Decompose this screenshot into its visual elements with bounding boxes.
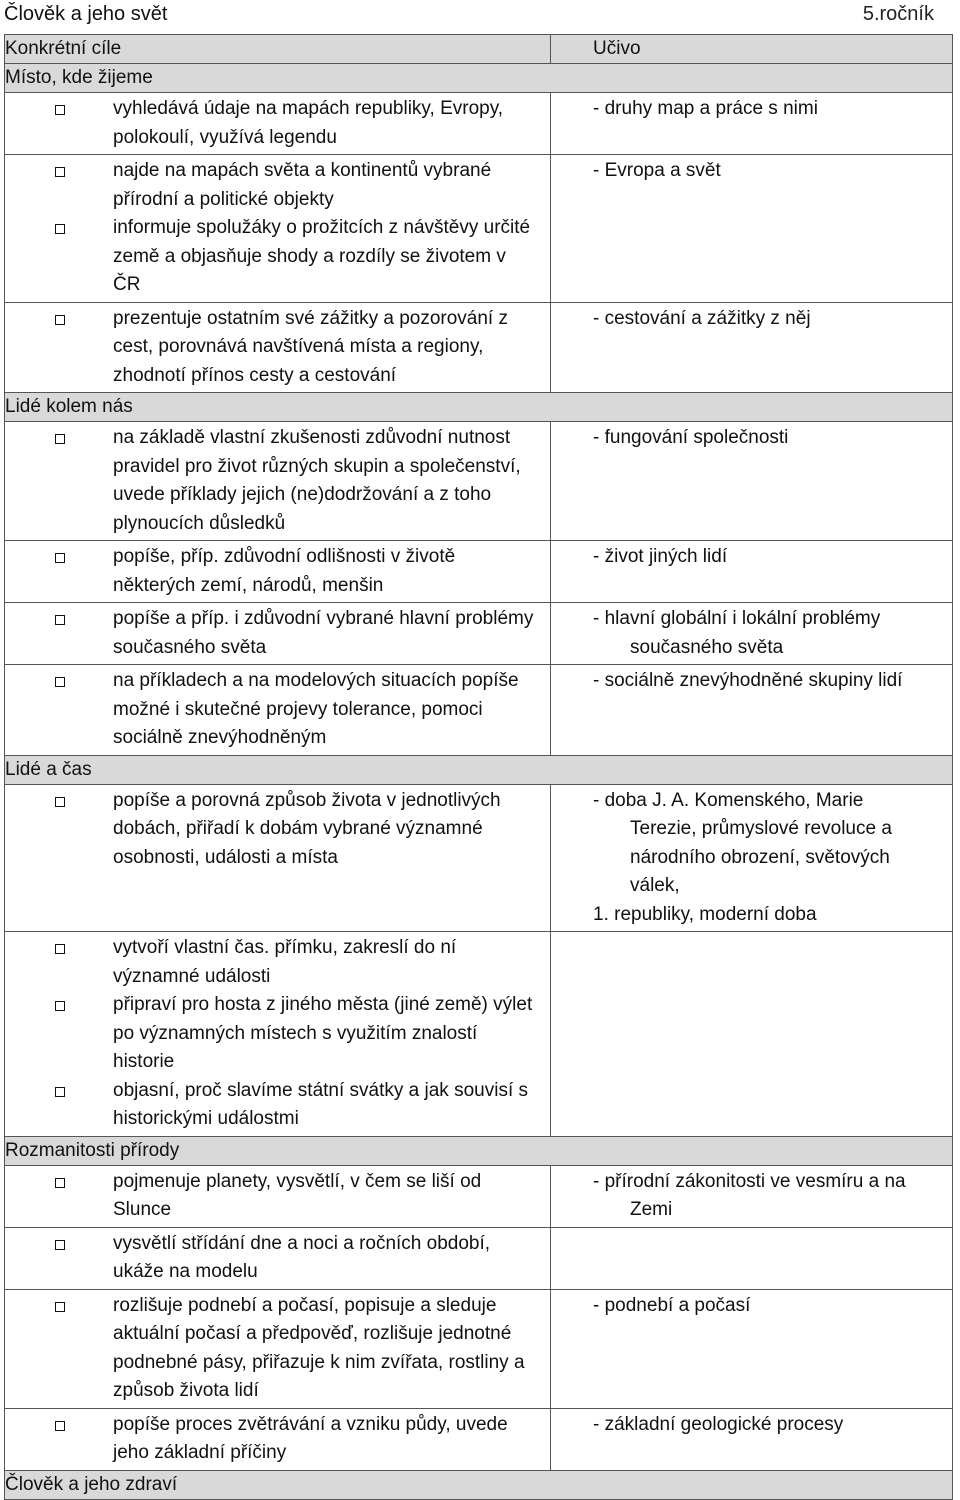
content-line: Terezie, průmyslové revoluce a — [630, 818, 892, 839]
content-line: - Evropa a svět — [593, 160, 721, 181]
goal-text: vytvoří vlastní čas. přímku, zakreslí do ní významné události — [113, 937, 457, 987]
goal-text: informuje spolužáky o prožitcích z návštěvy určité země a objasňuje shody a rozdíly se životem v ČR — [113, 217, 531, 295]
goals-cell — [5, 422, 551, 541]
checkbox-bullet-icon — [15, 787, 85, 873]
goal-item — [15, 787, 536, 873]
goal-text: rozlišuje podnebí a počasí, popisuje a sleduje aktuální počasí a předpověď, rozlišuje jednotné podnebné pásy, přiřazuje k nim zvířata, rostliny a způsob života lidí — [113, 1294, 525, 1401]
goal-item — [15, 934, 536, 991]
section-row — [5, 64, 953, 93]
goal-text: připraví pro hosta z jiného města (jiné země) výlet po významných místech s využitím znalostí historie — [113, 994, 533, 1072]
table-row — [5, 155, 953, 303]
content-cell — [551, 1408, 953, 1470]
goal-item — [15, 605, 536, 662]
checkbox-bullet-icon — [15, 1077, 85, 1134]
section-title: Lidé kolem nás — [5, 393, 953, 422]
table-row — [5, 422, 953, 541]
content-line: - doba J. A. Komenského, Marie — [593, 789, 864, 811]
goal-item — [15, 95, 536, 152]
goal-item — [15, 991, 536, 1077]
content-line: - sociálně znevýhodněné skupiny lidí — [593, 670, 903, 691]
checkbox-bullet-icon — [15, 95, 85, 152]
checkbox-bullet-icon — [15, 934, 85, 991]
content-cell — [551, 302, 953, 393]
content-line: - základní geologické procesy — [593, 1413, 844, 1435]
content-line: - podnebí a počasí — [593, 1294, 751, 1316]
table-row — [5, 541, 953, 603]
goals-cell — [5, 932, 551, 1137]
goals-cell — [5, 93, 551, 155]
goal-item — [15, 157, 536, 214]
section-row — [5, 1136, 953, 1165]
goals-cell — [5, 155, 551, 303]
table-row — [5, 1289, 953, 1408]
goal-text: pojmenuje planety, vysvětlí, v čem se liší od Slunce — [113, 1170, 482, 1220]
content-cell — [551, 1165, 953, 1227]
checkbox-bullet-icon — [15, 1292, 85, 1406]
section-row — [5, 1470, 953, 1499]
page-header — [0, 0, 960, 30]
column-header-content: Učivo — [551, 35, 953, 64]
section-row — [5, 393, 953, 422]
section-title: Člověk a jeho zdraví — [5, 1470, 953, 1499]
goals-cell — [5, 784, 551, 932]
checkbox-bullet-icon — [15, 305, 85, 391]
content-cell — [551, 155, 953, 303]
goal-item — [15, 1168, 536, 1225]
content-line: Zemi — [630, 1199, 673, 1220]
checkbox-bullet-icon — [15, 543, 85, 600]
checkbox-bullet-icon — [15, 424, 85, 538]
content-line: - hlavní globální i lokální problémy — [593, 608, 881, 629]
section-row — [5, 755, 953, 784]
goal-text: na základě vlastní zkušenosti zdůvodní nutnost pravidel pro život různých skupin a společenství, uvede příklady jejich (ne)dodržování a z toho plynoucích důsledků — [113, 427, 521, 534]
content-cell — [551, 932, 953, 1137]
goals-cell — [5, 665, 551, 756]
section-title: Rozmanitosti přírody — [5, 1136, 953, 1165]
content-cell — [551, 784, 953, 932]
content-line: současného světa — [630, 636, 784, 658]
content-line: - přírodní zákonitosti ve vesmíru a na — [593, 1170, 906, 1192]
goal-item — [15, 667, 536, 753]
grade-label: 5.ročník — [862, 3, 934, 25]
goal-item — [15, 1292, 536, 1406]
subject-title: Člověk a jeho svět — [4, 3, 168, 25]
content-cell — [551, 541, 953, 603]
goal-item — [15, 214, 536, 300]
content-line: - fungování společnosti — [593, 427, 789, 448]
content-line: - život jiných lidí — [593, 546, 728, 567]
content-cell — [551, 603, 953, 665]
goal-text: popíše a příp. i zdůvodní vybrané hlavní problémy současného světa — [113, 608, 534, 658]
goal-item — [15, 305, 536, 391]
content-line: válek, — [630, 875, 680, 896]
goal-item — [15, 543, 536, 600]
goals-cell — [5, 302, 551, 393]
content-cell — [551, 1289, 953, 1408]
content-cell — [551, 93, 953, 155]
goal-text: popíše proces zvětrávání a vzniku půdy, uvede jeho základní příčiny — [113, 1413, 508, 1463]
table-row — [5, 932, 953, 1137]
goals-cell — [5, 603, 551, 665]
goals-cell — [5, 1408, 551, 1470]
table-row — [5, 665, 953, 756]
checkbox-bullet-icon — [15, 157, 85, 214]
column-header-goals: Konkrétní cíle — [5, 35, 551, 64]
checkbox-bullet-icon — [15, 605, 85, 662]
checkbox-bullet-icon — [15, 214, 85, 300]
table-header-row — [5, 35, 953, 64]
table-row — [5, 93, 953, 155]
checkbox-bullet-icon — [15, 1168, 85, 1225]
goal-text: popíše a porovná způsob života v jednotlivých dobách, přiřadí k dobám vybrané významné osobnosti, události a místa — [113, 789, 501, 868]
section-title: Lidé a čas — [5, 755, 953, 784]
goal-item — [15, 1230, 536, 1287]
checkbox-bullet-icon — [15, 667, 85, 753]
goal-item — [15, 1411, 536, 1468]
section-title: Místo, kde žijeme — [5, 64, 953, 93]
content-cell — [551, 665, 953, 756]
content-line: - cestování a zážitky z něj — [593, 307, 811, 329]
table-body — [5, 64, 953, 1500]
curriculum-table — [4, 34, 953, 1500]
checkbox-bullet-icon — [15, 1230, 85, 1287]
goal-text: prezentuje ostatním své zážitky a pozorování z cest, porovnává navštívená místa a regiony, zhodnotí přínos cesty a cestování — [113, 307, 508, 386]
goal-item — [15, 424, 536, 538]
goals-cell — [5, 1227, 551, 1289]
goal-text: objasní, proč slavíme státní svátky a jak souvisí s historickými událostmi — [113, 1079, 529, 1129]
checkbox-bullet-icon — [15, 991, 85, 1077]
checkbox-bullet-icon — [15, 1411, 85, 1468]
goal-text: popíše, příp. zdůvodní odlišnosti v životě některých zemí, národů, menšin — [113, 546, 456, 596]
goals-cell — [5, 1289, 551, 1408]
content-line: - druhy map a práce s nimi — [593, 98, 818, 119]
goal-text: vyhledává údaje na mapách republiky, Evropy, polokoulí, využívá legendu — [113, 98, 504, 148]
table-row — [5, 1165, 953, 1227]
goal-text: najde na mapách světa a kontinentů vybrané přírodní a politické objekty — [113, 160, 492, 210]
content-cell — [551, 1227, 953, 1289]
table-row — [5, 784, 953, 932]
goal-text: na příkladech a na modelových situacích popíše možné i skutečné projevy tolerance, pomoci sociálně znevýhodněným — [113, 670, 519, 748]
goals-cell — [5, 1165, 551, 1227]
goal-item — [15, 1077, 536, 1134]
content-cell — [551, 422, 953, 541]
goal-text: vysvětlí střídání dne a noci a ročních období, ukáže na modelu — [113, 1232, 491, 1282]
table-row — [5, 1408, 953, 1470]
content-line: národního obrození, světových — [630, 846, 890, 868]
table-row — [5, 1227, 953, 1289]
content-line: 1. republiky, moderní doba — [593, 903, 817, 925]
table-row — [5, 302, 953, 393]
table-row — [5, 603, 953, 665]
goals-cell — [5, 541, 551, 603]
